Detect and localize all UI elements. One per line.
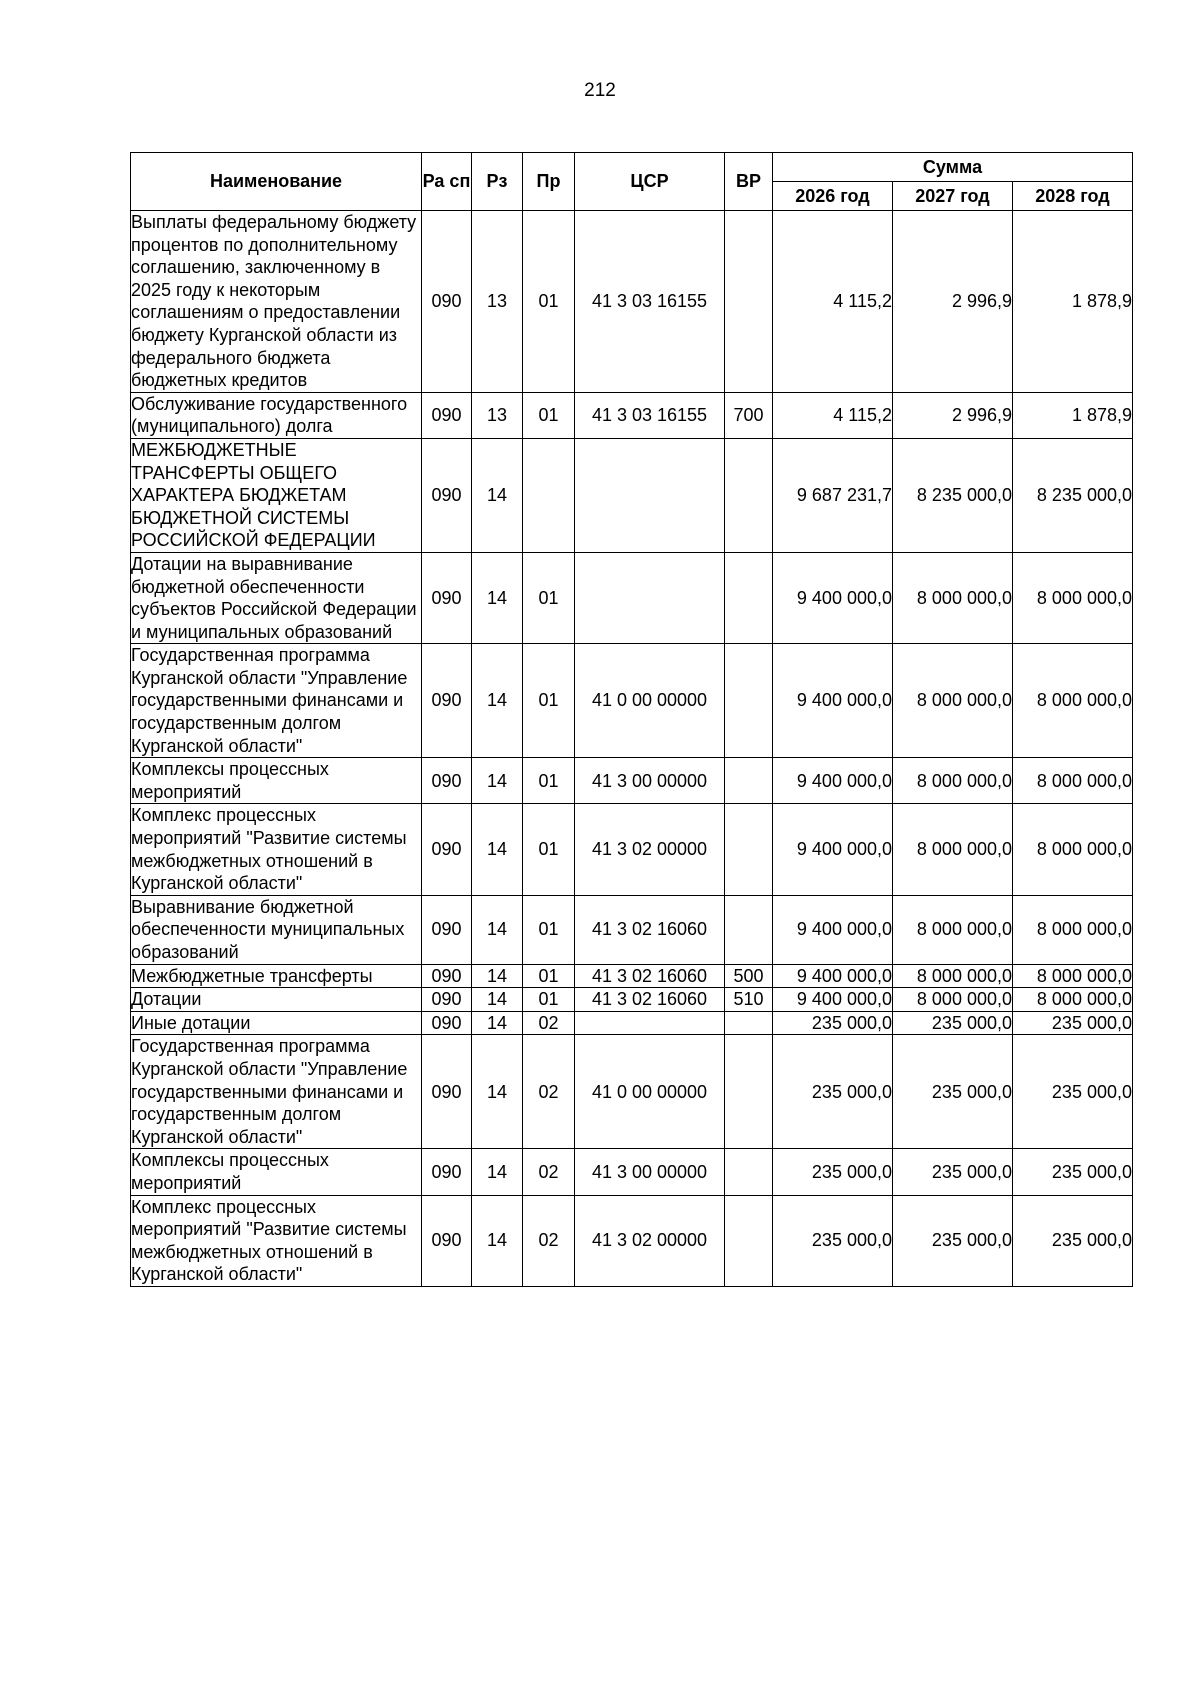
row-amount-2027: 235 000,0 <box>893 1195 1013 1286</box>
row-rasp: 090 <box>422 644 472 758</box>
header-rasp: Ра сп <box>422 153 472 211</box>
row-rasp: 090 <box>422 1149 472 1195</box>
row-amount-2028: 8 000 000,0 <box>1013 895 1133 964</box>
row-amount-2028: 1 878,9 <box>1013 392 1133 438</box>
row-name: Выплаты федеральному бюджету процентов по дополнительному соглашению, заключенному в 2025 году к некоторым соглашениям о предоставлении бюджету Курганской области из федерального бюджета бюджетных кредитов <box>131 211 422 393</box>
header-vr: ВР <box>725 153 773 211</box>
table-row <box>131 1149 1133 1195</box>
table-row <box>131 758 1133 804</box>
row-csr: 41 3 02 16060 <box>575 895 725 964</box>
row-csr <box>575 438 725 552</box>
header-rz: Рз <box>472 153 523 211</box>
row-rz: 14 <box>472 1011 523 1035</box>
row-name: Межбюджетные трансферты <box>131 964 422 988</box>
row-rasp: 090 <box>422 988 472 1012</box>
row-amount-2026: 9 400 000,0 <box>773 644 893 758</box>
row-rz: 14 <box>472 1149 523 1195</box>
row-name: МЕЖБЮДЖЕТНЫЕ ТРАНСФЕРТЫ ОБЩЕГО ХАРАКТЕРА БЮДЖЕТАМ БЮДЖЕТНОЙ СИСТЕМЫ РОССИЙСКОЙ ФЕДЕРАЦИИ <box>131 438 422 552</box>
row-csr: 41 3 00 00000 <box>575 1149 725 1195</box>
row-amount-2028: 8 000 000,0 <box>1013 644 1133 758</box>
row-pr: 02 <box>523 1035 575 1149</box>
row-rasp: 090 <box>422 1011 472 1035</box>
row-amount-2027: 235 000,0 <box>893 1035 1013 1149</box>
row-amount-2026: 9 400 000,0 <box>773 552 893 643</box>
row-name: Комплекс процессных мероприятий "Развитие системы межбюджетных отношений в Курганской области" <box>131 1195 422 1286</box>
row-rz: 14 <box>472 1195 523 1286</box>
row-vr <box>725 552 773 643</box>
row-amount-2027: 235 000,0 <box>893 1149 1013 1195</box>
row-amount-2027: 8 000 000,0 <box>893 964 1013 988</box>
row-amount-2026: 235 000,0 <box>773 1035 893 1149</box>
header-pr: Пр <box>523 153 575 211</box>
table-header <box>131 153 1133 211</box>
row-amount-2028: 235 000,0 <box>1013 1195 1133 1286</box>
row-csr: 41 3 02 00000 <box>575 804 725 895</box>
table-row <box>131 1035 1133 1149</box>
row-pr: 01 <box>523 211 575 393</box>
row-amount-2026: 9 400 000,0 <box>773 804 893 895</box>
row-rz: 14 <box>472 552 523 643</box>
row-vr: 510 <box>725 988 773 1012</box>
table-row <box>131 988 1133 1012</box>
row-name: Государственная программа Курганской области "Управление государственными финансами и государственным долгом Курганской области" <box>131 1035 422 1149</box>
row-pr: 01 <box>523 964 575 988</box>
row-name: Дотации <box>131 988 422 1012</box>
row-amount-2026: 9 400 000,0 <box>773 895 893 964</box>
row-csr: 41 0 00 00000 <box>575 644 725 758</box>
row-rz: 14 <box>472 964 523 988</box>
header-year-2026: 2026 год <box>773 182 893 211</box>
row-amount-2027: 8 000 000,0 <box>893 988 1013 1012</box>
row-amount-2026: 9 400 000,0 <box>773 964 893 988</box>
row-amount-2026: 9 687 231,7 <box>773 438 893 552</box>
row-vr: 700 <box>725 392 773 438</box>
header-year-2027: 2027 год <box>893 182 1013 211</box>
row-rz: 14 <box>472 804 523 895</box>
row-rz: 14 <box>472 1035 523 1149</box>
header-year-2028: 2028 год <box>1013 182 1133 211</box>
row-amount-2028: 8 000 000,0 <box>1013 758 1133 804</box>
row-amount-2028: 8 000 000,0 <box>1013 552 1133 643</box>
row-rz: 14 <box>472 438 523 552</box>
row-name: Обслуживание государственного (муниципального) долга <box>131 392 422 438</box>
table-row <box>131 392 1133 438</box>
row-pr: 02 <box>523 1149 575 1195</box>
header-sum: Сумма <box>773 153 1133 182</box>
row-amount-2027: 8 235 000,0 <box>893 438 1013 552</box>
row-rasp: 090 <box>422 804 472 895</box>
row-name: Комплексы процессных мероприятий <box>131 1149 422 1195</box>
row-rasp: 090 <box>422 438 472 552</box>
row-vr <box>725 758 773 804</box>
row-amount-2027: 8 000 000,0 <box>893 552 1013 643</box>
row-vr <box>725 644 773 758</box>
row-amount-2028: 8 235 000,0 <box>1013 438 1133 552</box>
row-rz: 14 <box>472 895 523 964</box>
row-rz: 14 <box>472 758 523 804</box>
row-amount-2028: 235 000,0 <box>1013 1035 1133 1149</box>
row-csr: 41 3 02 00000 <box>575 1195 725 1286</box>
row-rasp: 090 <box>422 758 472 804</box>
row-amount-2026: 4 115,2 <box>773 211 893 393</box>
row-csr: 41 0 00 00000 <box>575 1035 725 1149</box>
row-vr: 500 <box>725 964 773 988</box>
row-pr <box>523 438 575 552</box>
row-name: Иные дотации <box>131 1011 422 1035</box>
row-rasp: 090 <box>422 964 472 988</box>
row-csr <box>575 552 725 643</box>
row-amount-2026: 235 000,0 <box>773 1195 893 1286</box>
row-csr: 41 3 03 16155 <box>575 211 725 393</box>
row-amount-2026: 4 115,2 <box>773 392 893 438</box>
table-row <box>131 552 1133 643</box>
row-vr <box>725 895 773 964</box>
budget-table <box>130 152 1133 1287</box>
row-pr: 02 <box>523 1011 575 1035</box>
header-name: Наименование <box>131 153 422 211</box>
row-vr <box>725 1035 773 1149</box>
row-name: Государственная программа Курганской области "Управление государственными финансами и государственным долгом Курганской области" <box>131 644 422 758</box>
table-row <box>131 644 1133 758</box>
row-pr: 01 <box>523 758 575 804</box>
row-vr <box>725 1011 773 1035</box>
row-name: Выравнивание бюджетной обеспеченности муниципальных образований <box>131 895 422 964</box>
table-row <box>131 804 1133 895</box>
row-csr: 41 3 00 00000 <box>575 758 725 804</box>
row-rasp: 090 <box>422 552 472 643</box>
row-amount-2028: 235 000,0 <box>1013 1149 1133 1195</box>
row-rz: 13 <box>472 392 523 438</box>
table-row <box>131 1195 1133 1286</box>
row-amount-2026: 235 000,0 <box>773 1149 893 1195</box>
table-body <box>131 211 1133 1287</box>
row-amount-2028: 1 878,9 <box>1013 211 1133 393</box>
row-vr <box>725 211 773 393</box>
row-csr: 41 3 03 16155 <box>575 392 725 438</box>
row-rz: 14 <box>472 644 523 758</box>
row-csr: 41 3 02 16060 <box>575 964 725 988</box>
row-pr: 01 <box>523 895 575 964</box>
table-row <box>131 211 1133 393</box>
row-rasp: 090 <box>422 1195 472 1286</box>
row-rasp: 090 <box>422 211 472 393</box>
row-amount-2027: 2 996,9 <box>893 392 1013 438</box>
row-amount-2026: 9 400 000,0 <box>773 758 893 804</box>
row-amount-2027: 8 000 000,0 <box>893 758 1013 804</box>
row-pr: 01 <box>523 552 575 643</box>
row-vr <box>725 1149 773 1195</box>
row-amount-2027: 235 000,0 <box>893 1011 1013 1035</box>
row-vr <box>725 438 773 552</box>
row-amount-2027: 2 996,9 <box>893 211 1013 393</box>
row-amount-2027: 8 000 000,0 <box>893 644 1013 758</box>
row-rasp: 090 <box>422 392 472 438</box>
row-csr <box>575 1011 725 1035</box>
row-amount-2026: 9 400 000,0 <box>773 988 893 1012</box>
row-pr: 01 <box>523 392 575 438</box>
row-vr <box>725 1195 773 1286</box>
table-row <box>131 895 1133 964</box>
row-amount-2027: 8 000 000,0 <box>893 804 1013 895</box>
row-csr: 41 3 02 16060 <box>575 988 725 1012</box>
row-amount-2026: 235 000,0 <box>773 1011 893 1035</box>
row-amount-2028: 8 000 000,0 <box>1013 964 1133 988</box>
row-pr: 01 <box>523 804 575 895</box>
row-pr: 01 <box>523 988 575 1012</box>
page-number: 212 <box>584 80 616 101</box>
table-row <box>131 964 1133 988</box>
row-amount-2027: 8 000 000,0 <box>893 895 1013 964</box>
row-rz: 14 <box>472 988 523 1012</box>
row-rz: 13 <box>472 211 523 393</box>
row-pr: 01 <box>523 644 575 758</box>
row-amount-2028: 8 000 000,0 <box>1013 988 1133 1012</box>
table-row <box>131 438 1133 552</box>
row-amount-2028: 235 000,0 <box>1013 1011 1133 1035</box>
row-amount-2028: 8 000 000,0 <box>1013 804 1133 895</box>
header-csr: ЦСР <box>575 153 725 211</box>
row-vr <box>725 804 773 895</box>
row-name: Дотации на выравнивание бюджетной обеспеченности субъектов Российской Федерации и муниципальных образований <box>131 552 422 643</box>
row-rasp: 090 <box>422 895 472 964</box>
row-name: Комплексы процессных мероприятий <box>131 758 422 804</box>
row-pr: 02 <box>523 1195 575 1286</box>
table-row <box>131 1011 1133 1035</box>
row-name: Комплекс процессных мероприятий "Развитие системы межбюджетных отношений в Курганской области" <box>131 804 422 895</box>
row-rasp: 090 <box>422 1035 472 1149</box>
